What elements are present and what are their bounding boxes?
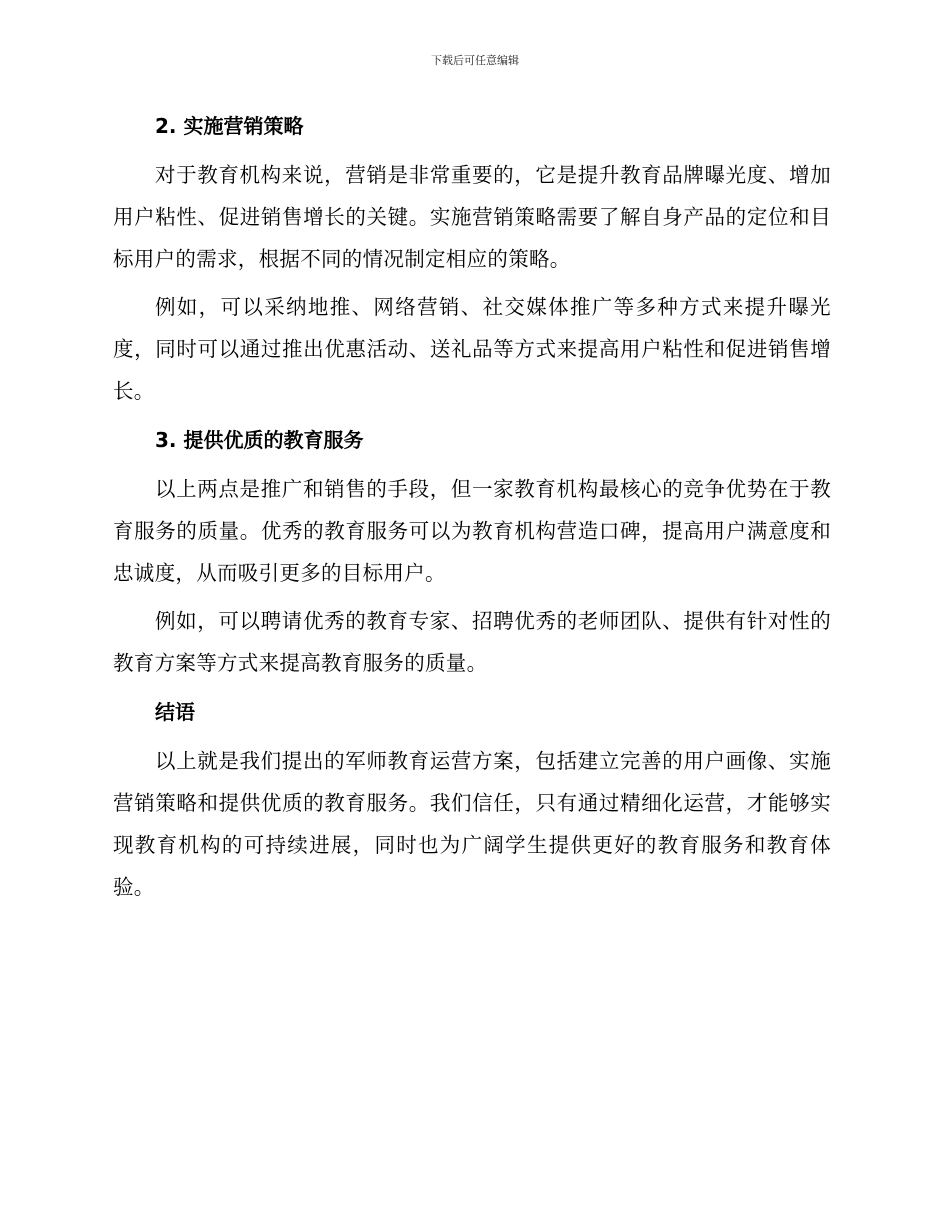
paragraph: 以上两点是推广和销售的手段，但一家教育机构最核心的竞争优势在于教育服务的质量。优秀的教育服务可以为教育机构营造口碑，提高用户满意度和忠诚度，从而吸引更多的目标用户。 xyxy=(113,477,831,585)
paragraph: 以上就是我们提出的军师教育运营方案，包括建立完善的用户画像、实施营销策略和提供优质的教育服务。我们信任，只有通过精细化运营，才能够实现教育机构的可持续进展，同时也为广阔学生提供更好的教育服务和教育体验。 xyxy=(113,749,831,899)
page-header-note: 下载后可任意编辑 xyxy=(431,54,519,67)
section-conclusion xyxy=(113,694,831,908)
paragraph: 例如，可以采纳地推、网络营销、社交媒体推广等多种方式来提升曝光度，同时可以通过推出优惠活动、送礼品等方式来提高用户粘性和促进销售增长。 xyxy=(113,295,831,403)
section-marketing-strategy xyxy=(113,108,831,412)
section-heading: 结语 xyxy=(155,700,195,724)
document-body xyxy=(113,108,831,908)
paragraph: 例如，可以聘请优秀的教育专家、招聘优秀的老师团队、提供有针对性的教育方案等方式来提高教育服务的质量。 xyxy=(113,609,831,675)
paragraph: 对于教育机构来说，营销是非常重要的，它是提升教育品牌曝光度、增加用户粘性、促进销售增长的关键。实施营销策略需要了解自身产品的定位和目标用户的需求，根据不同的情况制定相应的策略。 xyxy=(113,163,831,271)
section-quality-service xyxy=(113,422,831,684)
section-heading: 2. 实施营销策略 xyxy=(155,114,304,138)
section-heading: 3. 提供优质的教育服务 xyxy=(155,428,364,452)
